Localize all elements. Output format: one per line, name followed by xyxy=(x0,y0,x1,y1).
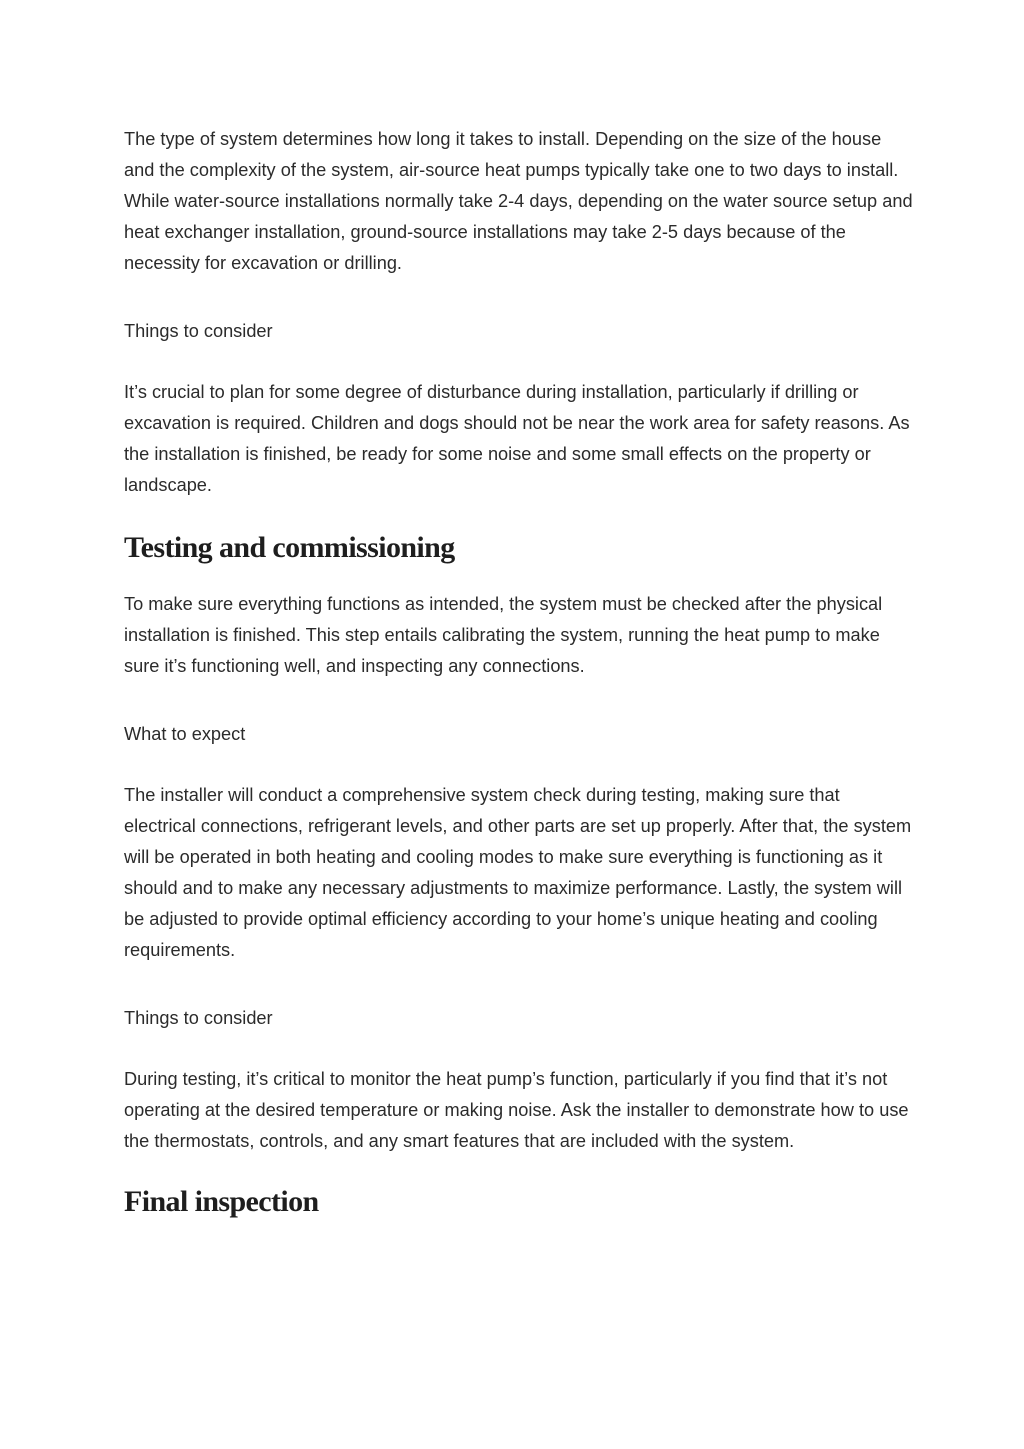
subheading-things-to-consider: Things to consider xyxy=(124,321,273,341)
section-heading-final-inspection: Final inspection xyxy=(124,1185,319,1218)
document-page xyxy=(124,124,914,1220)
subheading-what-to-expect: What to expect xyxy=(124,724,246,744)
paragraph-disturbance: It’s crucial to plan for some degree of disturbance during installation, particularly if drilling or excavation is required. Children and dogs should not be near the work area for safety reasons. As the installation is finished, be ready for some noise and some small effects on the property or landscape. xyxy=(124,382,910,495)
paragraph-system-check: The installer will conduct a comprehensive system check during testing, making sure that electrical connections, refrigerant levels, and other parts are set up properly. After that, the system will be operated in both heating and cooling modes to make sure everything is functioning as it should and to make any necessary adjustments to maximize performance. Lastly, the system will be adjusted to provide optimal efficiency according to your home’s unique heating and cooling requirements. xyxy=(124,785,912,960)
subheading-things-to-consider-2: Things to consider xyxy=(124,1008,273,1028)
paragraph-testing-intro: To make sure everything functions as intended, the system must be checked after the physical installation is finished. This step entails calibrating the system, running the heat pump to make sure it’s functioning well, and inspecting any connections. xyxy=(124,594,883,676)
paragraph-monitoring: During testing, it’s critical to monitor the heat pump’s function, particularly if you find that it’s not operating at the desired temperature or making noise. Ask the installer to demonstrate how to use the thermostats, controls, and any smart features that are included with the system. xyxy=(124,1069,909,1151)
paragraph-installation-duration: The type of system determines how long it takes to install. Depending on the size of the house and the complexity of the system, air-source heat pumps typically take one to two days to install. While water-source installations normally take 2-4 days, depending on the water source setup and heat exchanger installation, ground-source installations may take 2-5 days because of the necessity for excavation or drilling. xyxy=(124,129,913,273)
section-heading-testing: Testing and commissioning xyxy=(124,531,455,564)
